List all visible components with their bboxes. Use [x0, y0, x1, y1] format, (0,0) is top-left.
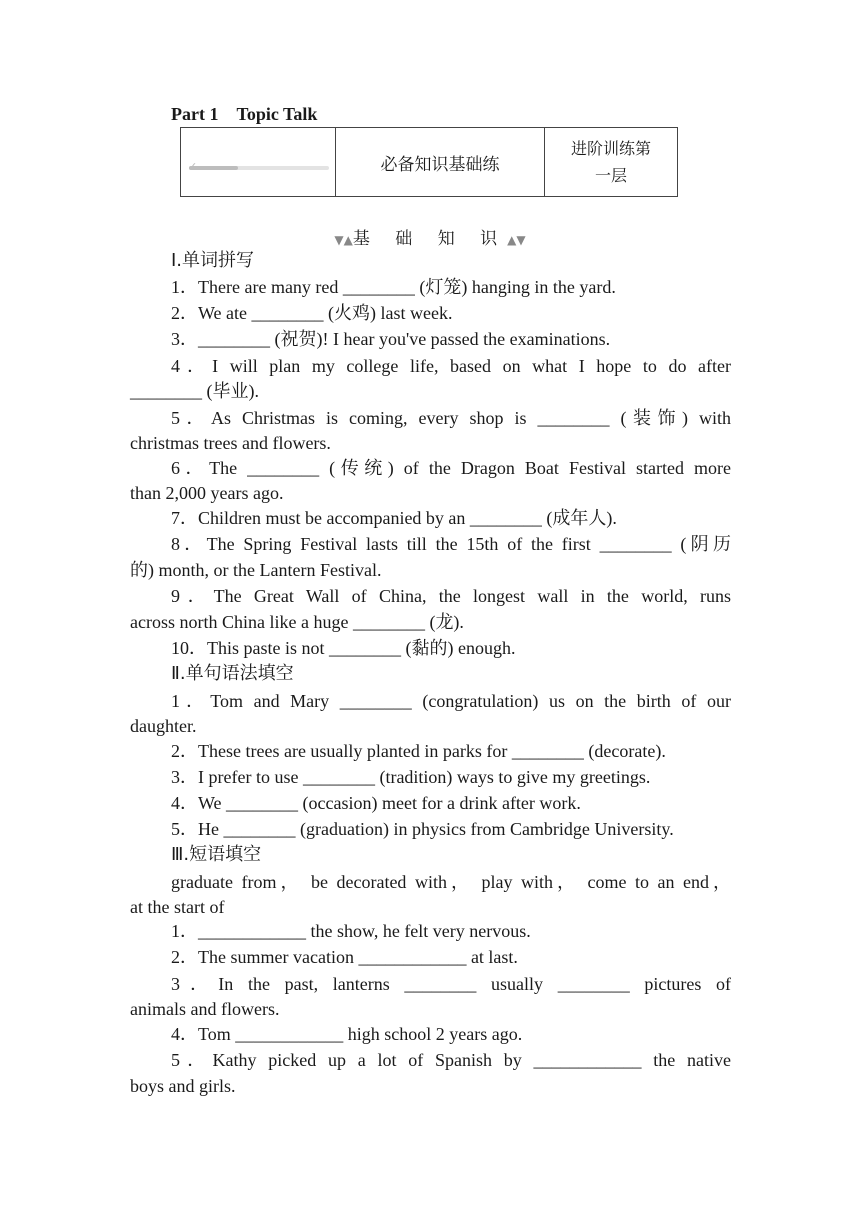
section-heading: Ⅱ.单句语法填空	[171, 663, 294, 684]
question-line: 3．I prefer to use ________ (tradition) ways to give my greetings.	[171, 767, 651, 787]
right-label-cell	[545, 128, 677, 196]
question-line: 2．The summer vacation ____________ at last.	[171, 947, 518, 967]
question-line: 9．The Great Wall of China, the longest wall in the world, runs	[171, 586, 731, 606]
header-table	[180, 127, 678, 197]
question-line: 1．____________ the show, he felt very nervous.	[171, 921, 531, 941]
question-line: 的) month, or the Lantern Festival.	[130, 560, 382, 580]
question-line: daughter.	[130, 716, 197, 736]
question-line: 5．Kathy picked up a lot of Spanish by ____________ the native	[171, 1050, 731, 1070]
part-title	[171, 104, 317, 125]
center-label-cell	[336, 128, 545, 196]
question-line: 5．He ________ (graduation) in physics from Cambridge University.	[171, 819, 674, 839]
question-line: 2．These trees are usually planted in parks for ________ (decorate).	[171, 741, 666, 761]
question-line: 4．I will plan my college life, based on what I hope to do after	[171, 356, 731, 376]
phrase-bank: at the start of	[130, 897, 225, 917]
question-line: 8．The Spring Festival lasts till the 15th of the first ________ (阴历	[171, 534, 731, 554]
question-line: boys and girls.	[130, 1076, 236, 1096]
question-line: 3．________ (祝贺)! I hear you've passed the examinations.	[171, 329, 611, 349]
right-label-line2: 一层	[594, 166, 627, 185]
question-line: 1．There are many red ________ (灯笼) hanging in the yard.	[171, 277, 616, 297]
right-label-line1: 进阶训练第	[570, 139, 651, 158]
center-label: 必备知识基础练	[380, 154, 500, 175]
section-heading: Ⅲ.短语填空	[171, 844, 262, 865]
question-line: than 2,000 years ago.	[130, 483, 284, 503]
question-line: 4．Tom ____________ high school 2 years ago.	[171, 1024, 523, 1044]
triangle-up-icon: ▲▼	[507, 233, 526, 247]
question-line: across north China like a huge ________ (龙).	[130, 612, 464, 632]
question-line: animals and flowers.	[130, 999, 280, 1019]
progress-cell	[181, 128, 336, 196]
question-line: 1．Tom and Mary ________ (congratulation) us on the birth of our	[171, 691, 731, 711]
progress-bar-fill	[189, 166, 238, 170]
phrase-bank: graduate from， be decorated with， play with， come to an end，	[171, 872, 731, 892]
question-line: 3．In the past, lanterns ________ usually ________ pictures of	[171, 974, 731, 994]
question-line: 2．We ate ________ (火鸡) last week.	[171, 303, 453, 323]
triangle-down-icon: ▼▲	[334, 233, 353, 247]
question-line: 6．The ________ (传统) of the Dragon Boat Festival started more	[171, 458, 731, 478]
question-line: christmas trees and flowers.	[130, 433, 331, 453]
section-banner	[0, 224, 860, 249]
question-line: 4．We ________ (occasion) meet for a drink after work.	[171, 793, 581, 813]
question-line: ________ (毕业).	[130, 381, 259, 401]
part-label: Part 1	[171, 104, 219, 124]
question-line: 5．As Christmas is coming, every shop is ________ (装饰) with	[171, 408, 731, 428]
progress-bar	[189, 166, 329, 170]
section-heading: Ⅰ.单词拼写	[171, 250, 255, 271]
topic-label: Topic Talk	[236, 104, 318, 124]
question-line: 10．This paste is not ________ (黏的) enough.	[171, 638, 516, 658]
section-banner-title: 基 础 知 识	[352, 229, 508, 249]
question-line: 7．Children must be accompanied by an ________ (成年人).	[171, 508, 617, 528]
